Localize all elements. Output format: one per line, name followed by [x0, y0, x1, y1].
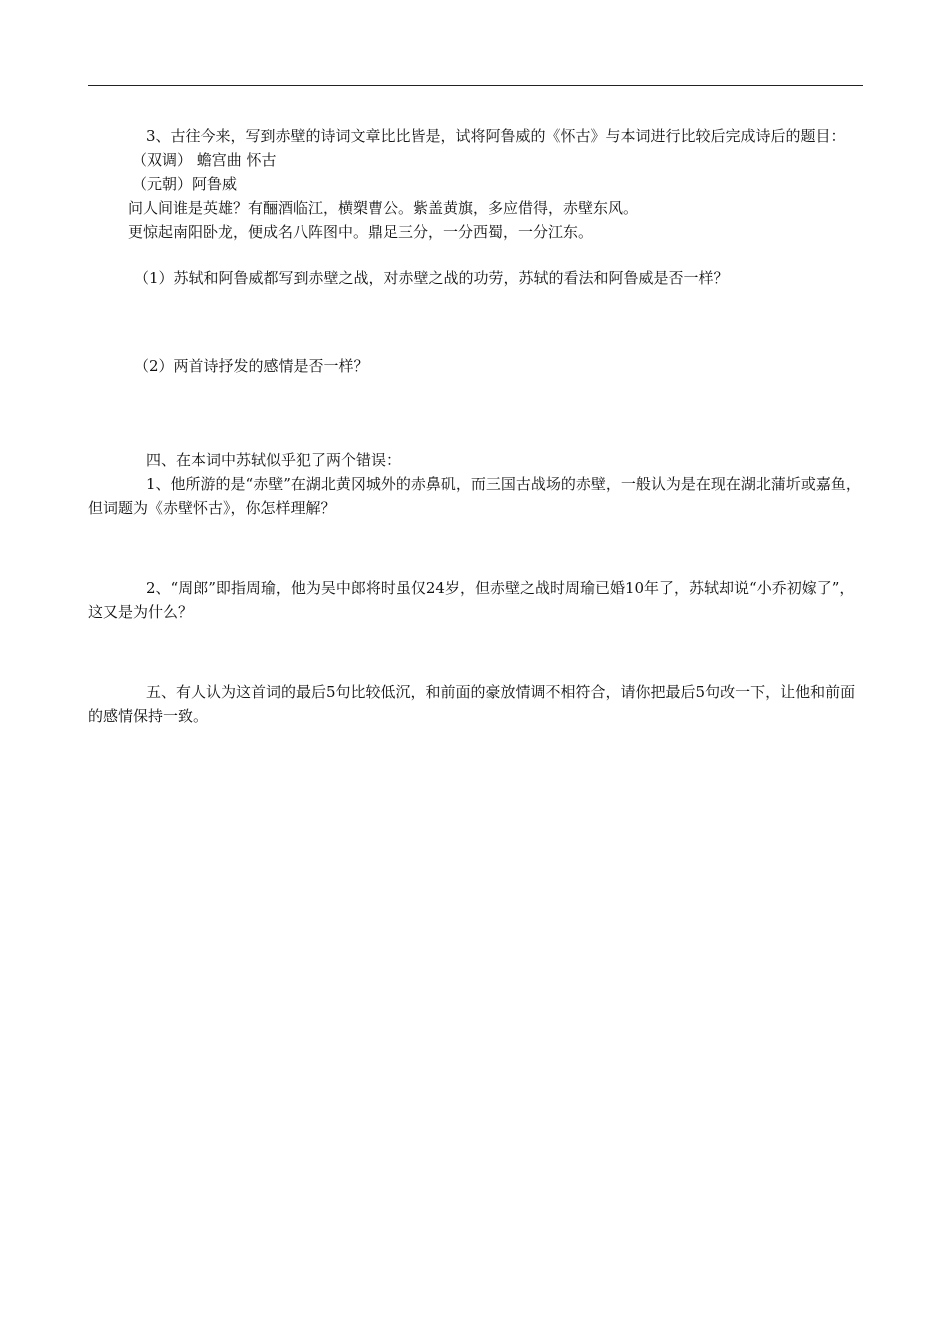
poem-author: （元朝）阿鲁威: [132, 175, 238, 193]
q3-sub-question-2: （2）两首诗抒发的感情是否一样？: [134, 357, 369, 375]
answer-space: [88, 378, 863, 448]
spacer: [88, 244, 863, 266]
answer-space: [88, 290, 863, 354]
q3-sub-question-1: （1）苏轼和阿鲁威都写到赤壁之战，对赤壁之战的功劳，苏轼的看法和阿鲁威是否一样？: [134, 269, 729, 287]
worksheet-page: [88, 124, 863, 728]
q3-intro: 3、古往今来，写到赤壁的诗词文章比比皆是，试将阿鲁威的《怀古》与本词进行比较后完成诗后的题目：: [146, 127, 846, 145]
header-rule: [88, 85, 863, 86]
section-5-question: 五、有人认为这首词的最后5句比较低沉，和前面的豪放情调不相符合，请你把最后5句改一下，让他和前面的感情保持一致。: [88, 683, 856, 725]
poem-form: （双调） 蟾宫曲 怀古: [132, 151, 277, 169]
poem-line-2: 更惊起南阳卧龙，便成名八阵图中。鼎足三分，一分西蜀，一分江东。: [128, 223, 594, 241]
section-4-item-1: 1、他所游的是“赤壁”在湖北黄冈城外的赤鼻矶，而三国古战场的赤壁，一般认为是在现在湖北蒲圻或嘉鱼，但词题为《赤壁怀古》，你怎样理解？: [88, 475, 861, 517]
answer-space: [88, 520, 863, 576]
answer-space: [88, 624, 863, 680]
section-4-heading: 四、在本词中苏轼似乎犯了两个错误：: [146, 451, 402, 469]
poem-line-1: 问人间谁是英雄？有酾酒临江，横槊曹公。紫盖黄旗，多应借得，赤壁东风。: [128, 199, 639, 217]
section-4-item-2: 2、“周郎”即指周瑜，他为吴中郎将时虽仅24岁，但赤壁之战时周瑜已婚10年了，苏轼却说“小乔初嫁了”，这又是为什么？: [88, 579, 855, 621]
